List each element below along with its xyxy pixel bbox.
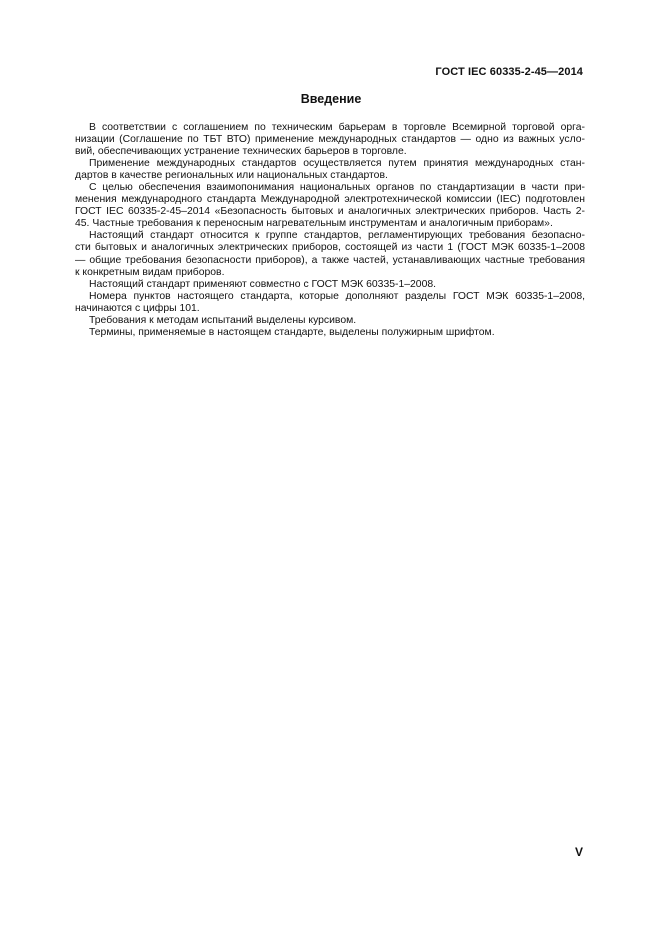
text-line: Настоящий стандарт относится к группе стандартов, регламентирующих требования безопасно- [89, 230, 585, 242]
text-line: Номера пунктов настоящего стандарта, которые дополняют разделы ГОСТ МЭК 60335-1–2008, [89, 290, 585, 302]
paragraph [75, 315, 585, 327]
paragraph [75, 279, 585, 291]
paragraph [75, 182, 585, 230]
text-line: сти бытовых и аналогичных электрических приборов, состоящей из части 1 (ГОСТ МЭК 60335-1–2008 [75, 242, 585, 254]
text-line: начинаются с цифры 101. [75, 302, 200, 314]
text-line: Требования к методам испытаний выделены курсивом. [89, 314, 357, 326]
paragraph [75, 122, 585, 158]
text-line: низации (Соглашение по ТБТ ВТО) применение международных стандартов — одно из важных усло- [75, 134, 585, 146]
text-line: Применение международных стандартов осуществляется путем принятия международных стан- [89, 158, 585, 170]
paragraph [75, 291, 585, 315]
text-line: ГОСТ IEC 60335-2-45–2014 «Безопасность бытовых и аналогичных электрических приборов. Часть 2- [75, 206, 585, 218]
text-line: — общие требования безопасности приборов), а также частей, устанавливающих частные требования [75, 254, 585, 266]
text-line: Настоящий стандарт применяют совместно с ГОСТ МЭК 60335-1–2008. [89, 278, 437, 290]
paragraph [75, 327, 585, 339]
text-line: 45. Частные требования к переносным нагревательным инструментам и аналогичным приборам». [75, 218, 553, 230]
text-line: к конкретным видам приборов. [75, 266, 225, 278]
introduction-body [75, 122, 585, 339]
text-line: менения международного стандарта Международной электротехнической комиссии (IEC) подготовлен [75, 194, 585, 206]
text-line: В соответствии с соглашением по техническим барьерам в торговле Всемирной торговой орга- [89, 122, 585, 133]
paragraph [75, 158, 585, 182]
section-title: Введение [300, 92, 362, 106]
text-line: Термины, применяемые в настоящем стандарте, выделены полужирным шрифтом. [89, 326, 495, 338]
paragraph [75, 230, 585, 278]
text-line: дартов в качестве региональных или национальных стандартов. [75, 170, 388, 182]
text-line: С целью обеспечения взаимопонимания национальных органов по стандартизации в части при- [89, 182, 585, 194]
standard-code-header: ГОСТ IEC 60335-2-45—2014 [435, 66, 583, 78]
page-number: V [574, 845, 583, 859]
text-line: вий, обеспечивающих устранение технических барьеров в торговле. [75, 146, 407, 158]
